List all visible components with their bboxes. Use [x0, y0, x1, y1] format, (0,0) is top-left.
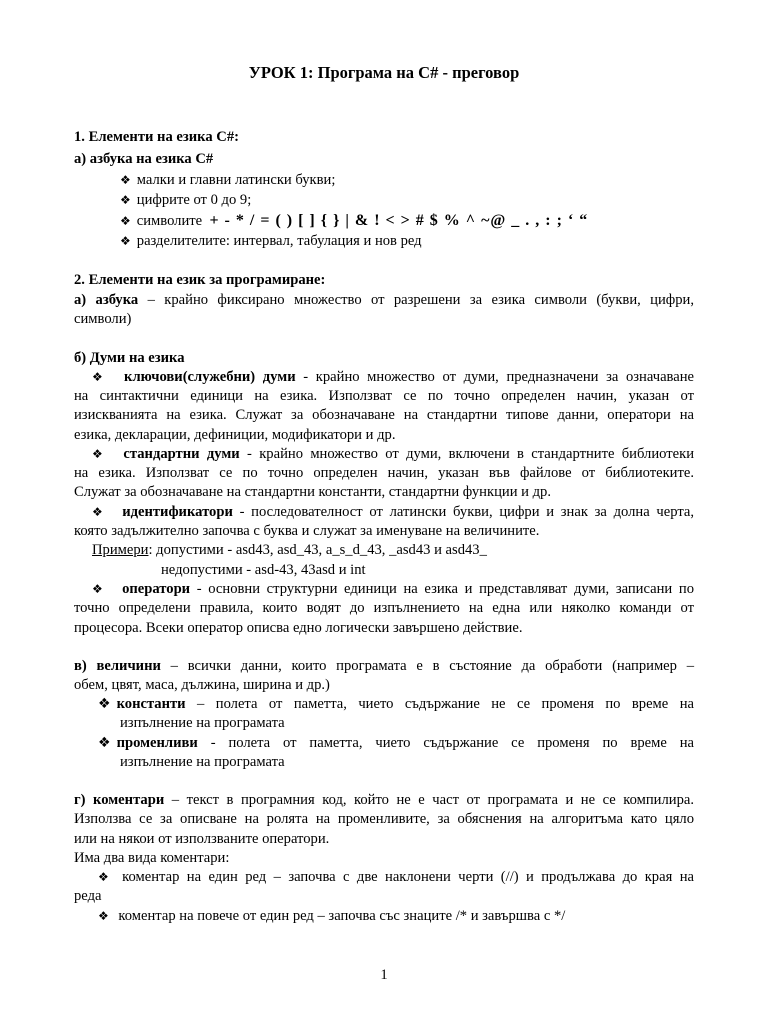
paragraph-line: изискванията на езика. Служат за обозначаване на стандартни типове данни, оператори на: [74, 407, 694, 423]
paragraph-line: процесора. Всеки оператор описва едно логически завършено действие.: [74, 620, 523, 636]
paragraph-line: изпълнение на програмата: [120, 754, 285, 770]
paragraph-line: ❖ променливи - полета от паметта, чието съдържание се променя по време на: [98, 735, 694, 751]
paragraph-line: или на някои от използваните оператори.: [74, 831, 330, 847]
paragraph-line: която задължително започва с буква и служат за именуване на величините.: [74, 523, 540, 539]
list-item: ❖ цифрите от 0 до 9;: [120, 192, 252, 208]
paragraph-line: символи): [74, 311, 132, 327]
paragraph-line: езика, декларации, дефиниции, модификатори и др.: [74, 427, 396, 443]
paragraph-line: на синтактични единици на езика. Използват се по точно определен начин, указан от: [74, 388, 694, 404]
paragraph-line: ❖ стандартни думи - крайно множество от думи, включени в стандартните библиотеки: [92, 446, 694, 462]
list-item: ❖ разделителите: интервал, табулация и нов ред: [120, 233, 422, 249]
paragraph-line: ❖ ключови(служебни) думи - крайно множество от думи, предназначени за означаване: [92, 369, 695, 385]
paragraph-line: точно определени правила, които водят до изпълнението на една или няколко команди от: [74, 600, 694, 616]
section-1-heading: 1. Елементи на езика C#:: [74, 129, 239, 145]
paragraph-line: Използва се за описване на ролята на променливите, за обяснения на алгоритъма като цяло: [74, 811, 694, 827]
bullet-icon: ❖: [120, 193, 131, 207]
examples-line: недопустими - asd-43, 43asd и int: [161, 562, 366, 578]
section-2-heading: 2. Елементи на език за програмиране:: [74, 272, 326, 288]
bullet-icon: ❖: [98, 735, 111, 751]
paragraph-line: а) азбука – крайно фиксирано множество от разрешени за езика символи (букви, цифри,: [74, 292, 694, 308]
bullet-icon: ❖: [92, 447, 103, 461]
paragraph-line: Служат за обозначаване на стандартни константи, стандартни функции и др.: [74, 484, 551, 500]
paragraph-line: г) коментари – текст в програмния код, който не е част от програмата и не се компилира.: [74, 792, 694, 808]
paragraph-line: ❖ константи – полета от паметта, чието съдържание не се променя по време на: [98, 696, 694, 712]
paragraph-line: обем, цвят, маса, дължина, ширина и др.): [74, 677, 330, 693]
paragraph-line: ❖ коментар на един ред – започва с две наклонени черти (//) и продължава до края на: [98, 869, 694, 885]
subsection-b-heading: б) Думи на езика: [74, 350, 185, 366]
page-number: 1: [380, 967, 388, 983]
page-title: УРОК 1: Програма на C# - преговор: [248, 63, 520, 82]
paragraph-line: ❖ идентификатори - последователност от латински букви, цифри и знак за долна черта,: [92, 504, 695, 520]
bullet-icon: ❖: [120, 234, 131, 248]
symbols-list: + - * / = ( ) [ ] { } | & ! < > # $ % ^ ~@ _ . , : ; ‘ “: [209, 212, 589, 229]
list-item: ❖ символите + - * / = ( ) [ ] { } | & ! < > # $ % ^ ~@ _ . , : ; ‘ “: [120, 212, 589, 229]
paragraph-line: реда: [74, 888, 102, 904]
paragraph-line: ❖ оператори - основни структурни единици на езика и представляват думи, записани по: [92, 581, 694, 597]
examples-line: Примери: допустими - asd43, asd_43, a_s_d_43, _asd43 и asd43_: [92, 542, 487, 558]
bullet-icon: ❖: [98, 909, 109, 923]
paragraph-line: ❖ коментар на повече от един ред – започва със знаците /* и завършва с */: [98, 908, 566, 924]
bullet-icon: ❖: [98, 870, 109, 884]
paragraph-line: в) величини – всички данни, които програмата е в състояние да обработи (например –: [74, 658, 694, 674]
bullet-icon: ❖: [98, 696, 111, 712]
paragraph-line: на езика. Използват се по точно определен начин, указан във файлове от библиотеките.: [74, 465, 694, 481]
bullet-icon: ❖: [120, 214, 131, 228]
paragraph-line: Има два вида коментари:: [74, 850, 230, 866]
section-1-sub-a: а) азбука на езика C#: [74, 151, 214, 167]
bullet-icon: ❖: [120, 173, 131, 187]
bullet-icon: ❖: [92, 505, 103, 519]
bullet-icon: ❖: [92, 582, 103, 596]
list-item: ❖ малки и главни латински букви;: [120, 172, 336, 188]
paragraph-line: изпълнение на програмата: [120, 715, 285, 731]
bullet-icon: ❖: [92, 370, 103, 384]
